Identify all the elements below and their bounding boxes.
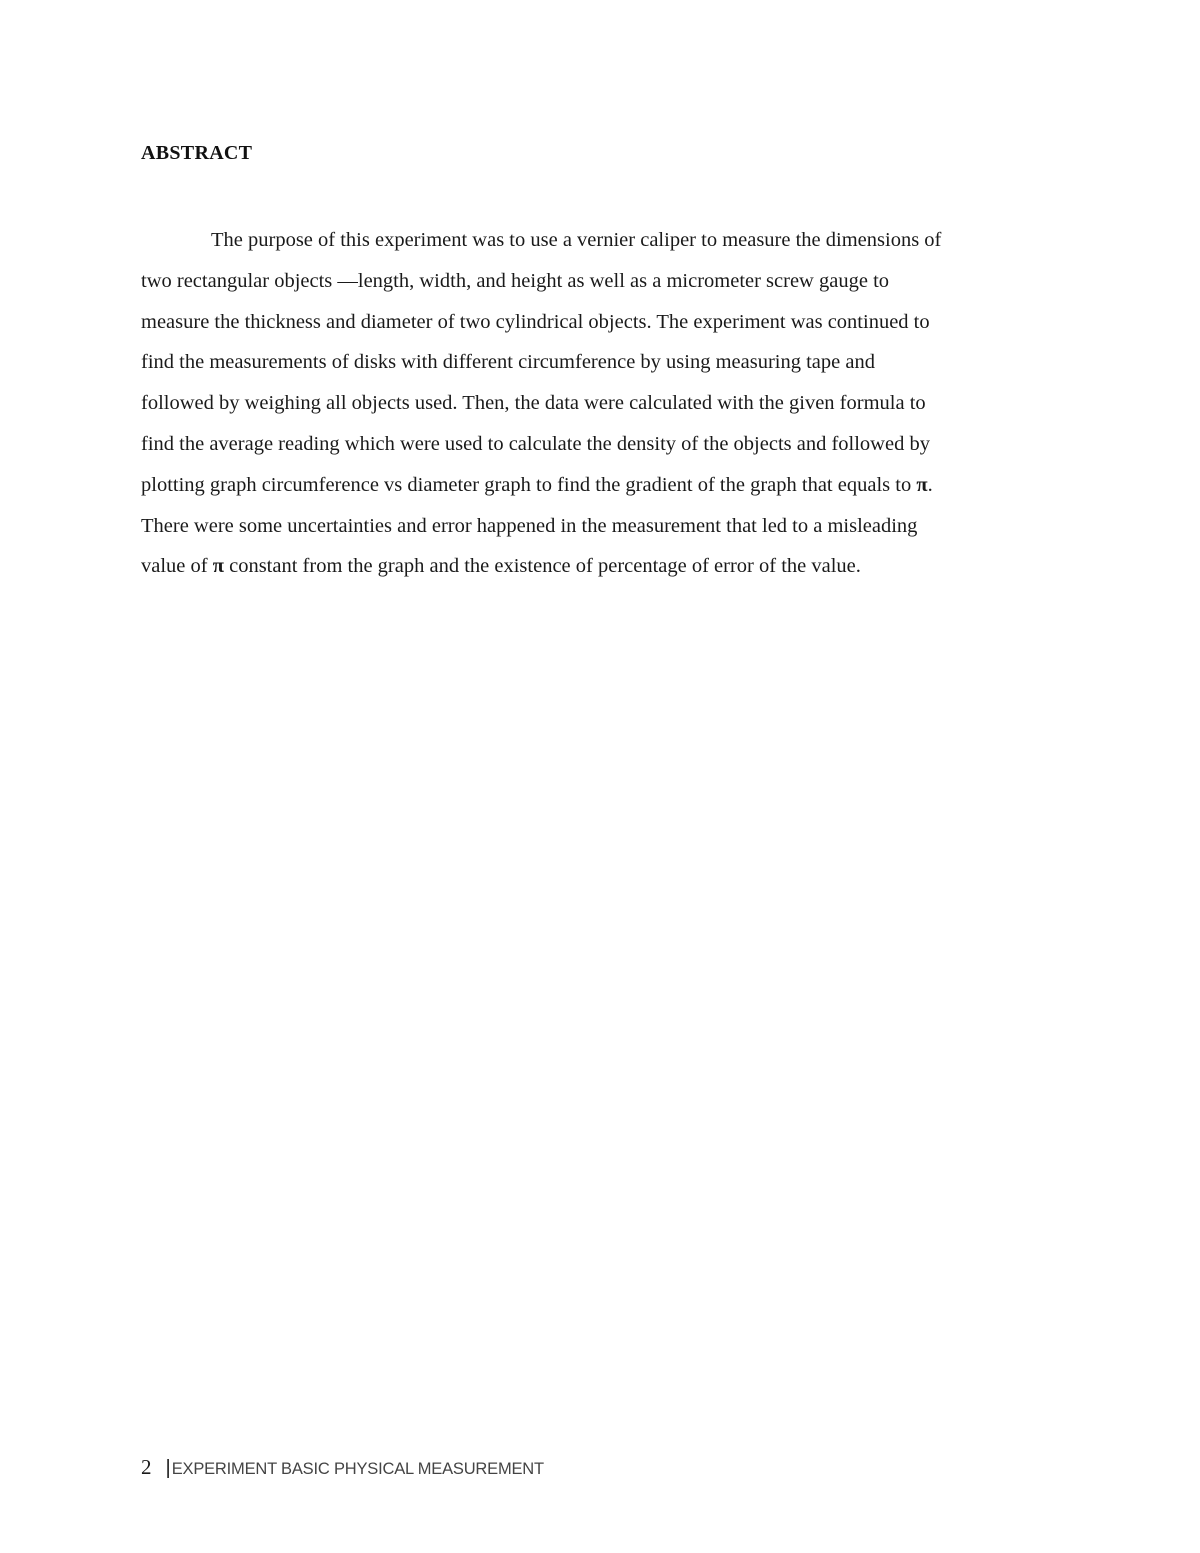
page-footer bbox=[141, 1455, 544, 1480]
section-heading: ABSTRACT bbox=[141, 142, 253, 164]
abstract-line: There were some uncertainties and error happened in the measurement that led to a misleading bbox=[141, 514, 918, 537]
pi-symbol: π bbox=[212, 555, 224, 578]
footer-separator: | bbox=[165, 1457, 171, 1479]
abstract-line: followed by weighing all objects used. Then, the data were calculated with the given formula to bbox=[141, 392, 926, 415]
pi-symbol: π bbox=[916, 473, 928, 496]
running-title: EXPERIMENT BASIC PHYSICAL MEASUREMENT bbox=[171, 1460, 544, 1478]
abstract-line: The purpose of this experiment was to use a vernier caliper to measure the dimensions of bbox=[211, 229, 942, 251]
abstract-paragraph bbox=[141, 220, 1056, 587]
abstract-line: value of π constant from the graph and the existence of percentage of error of the value. bbox=[141, 555, 861, 578]
abstract-line: measure the thickness and diameter of two cylindrical objects. The experiment was continued to bbox=[141, 310, 930, 333]
abstract-line: find the average reading which were used to calculate the density of the objects and followed by bbox=[141, 432, 930, 455]
abstract-line: find the measurements of disks with different circumference by using measuring tape and bbox=[141, 351, 875, 374]
abstract-line: two rectangular objects —length, width, and height as well as a micrometer screw gauge to bbox=[141, 269, 890, 292]
abstract-line: plotting graph circumference vs diameter graph to find the gradient of the graph that equals to π. bbox=[141, 473, 933, 496]
page-number: 2 bbox=[141, 1455, 152, 1479]
